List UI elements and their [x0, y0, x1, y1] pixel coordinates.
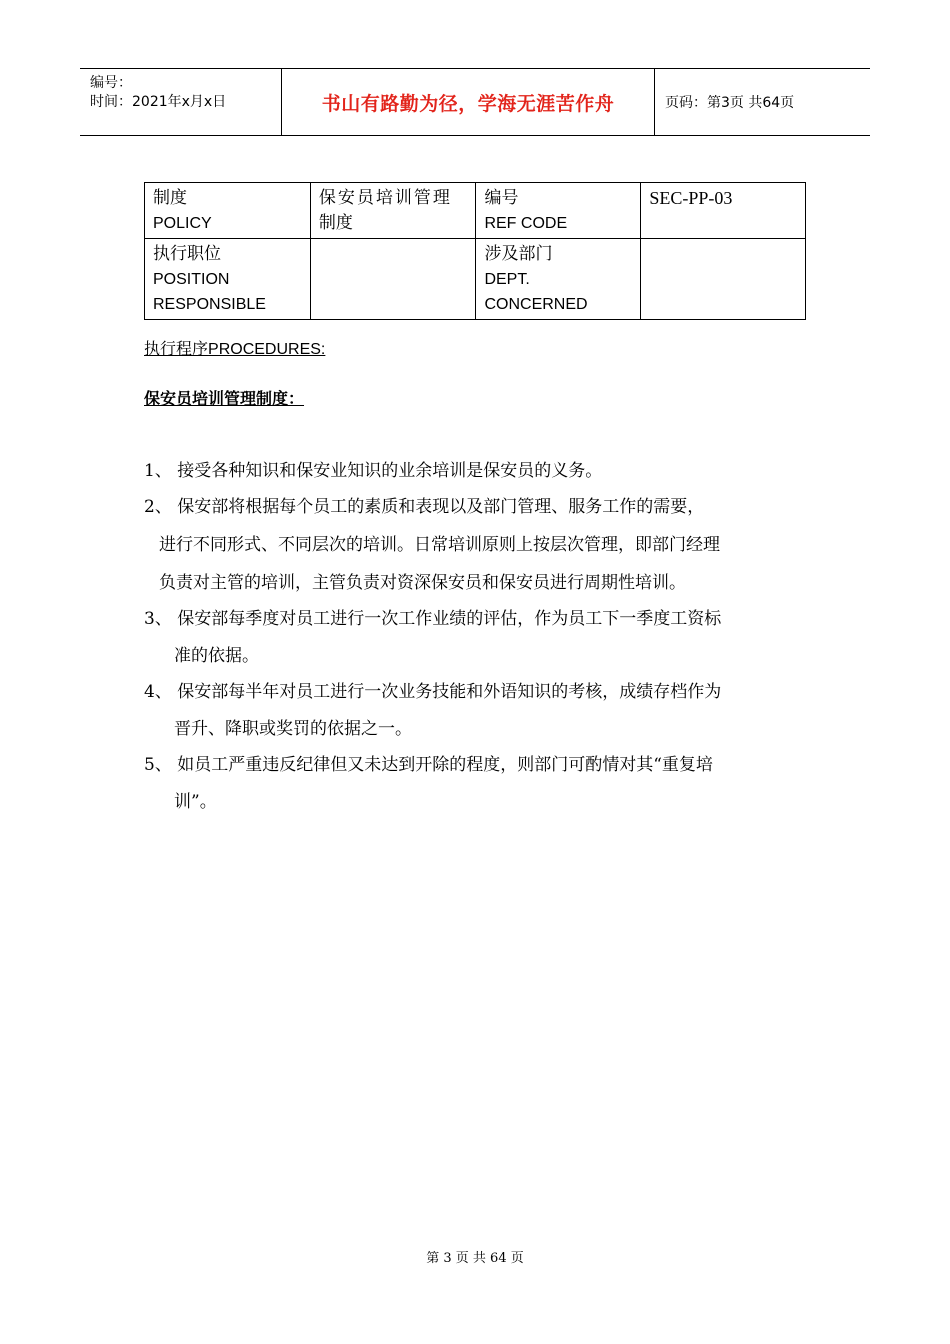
policy-label-zh: 制度	[153, 188, 187, 208]
ref-value-cell	[641, 183, 806, 239]
item-line: 如员工严重违反纪律但又未达到开除的程度，则部门可酌情对其“重复培	[177, 755, 713, 775]
policy-value-line1: 保安员培训管理	[318, 188, 452, 208]
ref-code-value: SEC-PP-03	[649, 188, 733, 208]
table-row	[145, 239, 806, 320]
dept-label-cell	[476, 239, 641, 320]
header-page-cell	[655, 69, 870, 135]
number-label: 编号：	[90, 75, 132, 91]
position-value-cell	[310, 239, 476, 320]
list-item	[144, 677, 721, 702]
list-item	[144, 604, 721, 629]
item-line: 接受各种知识和保安业知识的业余培训是保安员的义务。	[177, 461, 603, 481]
item-line: 进行不同形式、不同层次的培训。日常培训原则上按层次管理，即部门经理	[159, 535, 720, 555]
item-line: 准的依据。	[174, 646, 259, 666]
ref-label-en: REF CODE	[484, 215, 568, 232]
position-label-zh: 执行职位	[153, 244, 221, 264]
position-label-en2: RESPONSIBLE	[153, 296, 266, 313]
table-row	[145, 183, 806, 239]
item-number: 4、	[144, 682, 172, 702]
policy-label-en: POLICY	[153, 215, 212, 232]
dept-label-en2: CONCERNED	[484, 296, 588, 313]
item-line: 保安部将根据每个员工的素质和表现以及部门管理、服务工作的需要，	[177, 497, 705, 517]
item-line: 晋升、降职或奖罚的依据之一。	[174, 719, 412, 739]
item-number: 2、	[144, 497, 172, 517]
position-label-en1: POSITION	[153, 271, 230, 288]
item-number: 5、	[144, 755, 172, 775]
dept-label-zh: 涉及部门	[484, 244, 553, 264]
policy-table	[144, 182, 806, 320]
item-number: 1、	[144, 461, 172, 481]
page-footer: 第 3 页 共 64 页	[426, 1251, 524, 1266]
item-line: 保安部每半年对员工进行一次业务技能和外语知识的考核，成绩存档作为	[177, 682, 722, 702]
dept-value-cell	[641, 239, 806, 320]
header-meta-cell	[80, 69, 282, 135]
procedures-label-zh: 执行程序	[144, 339, 209, 358]
procedures-heading	[144, 336, 325, 359]
time-label: 时间：2021年x月x日	[90, 94, 227, 110]
list-item	[144, 492, 704, 517]
page-header	[80, 68, 870, 136]
header-slogan-cell	[282, 69, 655, 135]
position-label-cell	[145, 239, 311, 320]
policy-value-cell	[310, 183, 476, 239]
page-info: 页码：第3页 共64页	[665, 95, 795, 111]
list-item	[144, 456, 602, 481]
ref-label-cell	[476, 183, 641, 239]
ref-label-zh: 编号	[484, 188, 519, 208]
item-number: 3、	[144, 609, 172, 629]
item-line: 负责对主管的培训，主管负责对资深保安员和保安员进行周期性培训。	[159, 573, 686, 593]
list-item	[144, 750, 713, 775]
dept-label-en1: DEPT.	[484, 271, 530, 288]
procedures-label-en: PROCEDURES:	[208, 341, 326, 358]
section-subtitle: 保安员培训管理制度：	[144, 389, 305, 408]
slogan: 书山有路勤为径，学海无涯苦作舟	[321, 92, 615, 115]
item-line: 保安部每季度对员工进行一次工作业绩的评估，作为员工下一季度工资标	[177, 609, 722, 629]
policy-label-cell	[145, 183, 311, 239]
item-line: 训”。	[174, 792, 217, 812]
policy-value-line2: 制度	[318, 213, 353, 233]
